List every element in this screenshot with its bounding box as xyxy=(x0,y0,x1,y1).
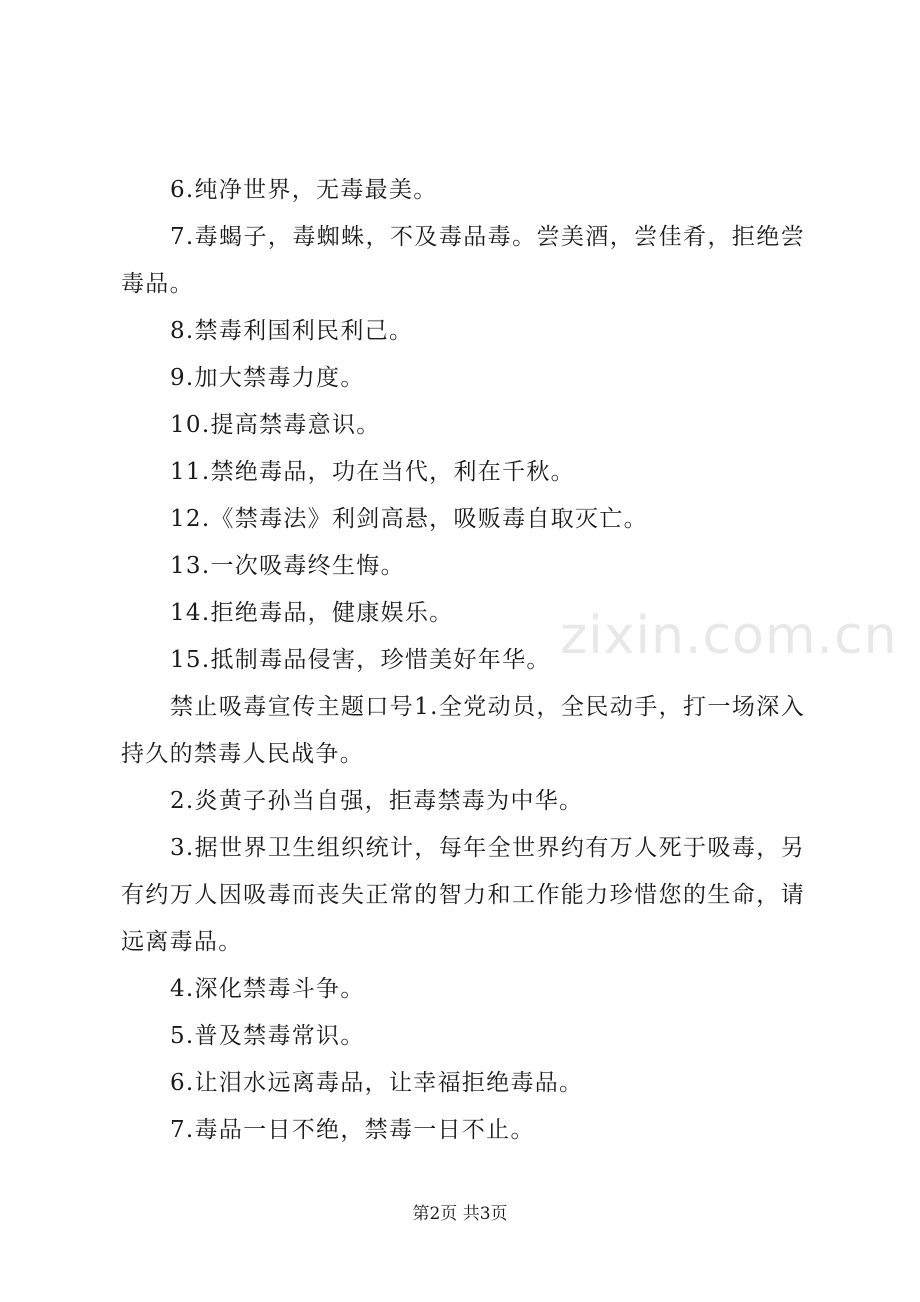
paragraph-10: 15.抵制毒品侵害，珍惜美好年华。 xyxy=(170,647,551,673)
paragraph-7: 12.《禁毒法》利剑高悬，吸贩毒自取灭亡。 xyxy=(170,506,648,532)
paragraph-12: 2.炎黄子孙当自强，拒毒禁毒为中华。 xyxy=(170,788,584,814)
paragraph-9: 14.拒绝毒品，健康娱乐。 xyxy=(170,600,454,626)
paragraph-13: 3.据世界卫生组织统计，每年全世界约有万人死于吸毒，另有约万人因吸毒而丧失正常的智力和工作能力珍惜您的生命，请远离毒品。 xyxy=(121,835,805,955)
paragraph-14: 4.深化禁毒斗争。 xyxy=(170,976,365,1002)
paragraph-16: 6.让泪水远离毒品，让幸福拒绝毒品。 xyxy=(170,1070,584,1096)
paragraph-15: 5.普及禁毒常识。 xyxy=(170,1023,365,1049)
paragraph-5: 10.提高禁毒意识。 xyxy=(170,412,381,438)
paragraph-6: 11.禁绝毒品，功在当代，利在千秋。 xyxy=(170,459,575,485)
paragraph-11: 禁止吸毒宣传主题口号1.全党动员，全民动手，打一场深入持久的禁毒人民战争。 xyxy=(121,694,805,767)
paragraph-8: 13.一次吸毒终生悔。 xyxy=(170,553,405,579)
paragraph-3: 8.禁毒利国利民利己。 xyxy=(170,318,414,344)
paragraph-4: 9.加大禁毒力度。 xyxy=(170,365,365,391)
paragraph-17: 7.毒品一日不绝，禁毒一日不止。 xyxy=(170,1117,535,1143)
watermark-text: zixin.com.cn xyxy=(560,606,898,666)
page-footer: 第2页 共3页 xyxy=(412,1204,508,1224)
paragraph-2: 7.毒蝎子，毒蜘蛛，不及毒品毒。尝美酒，尝佳肴，拒绝尝毒品。 xyxy=(121,224,805,297)
paragraph-1: 6.纯净世界，无毒最美。 xyxy=(170,177,438,203)
